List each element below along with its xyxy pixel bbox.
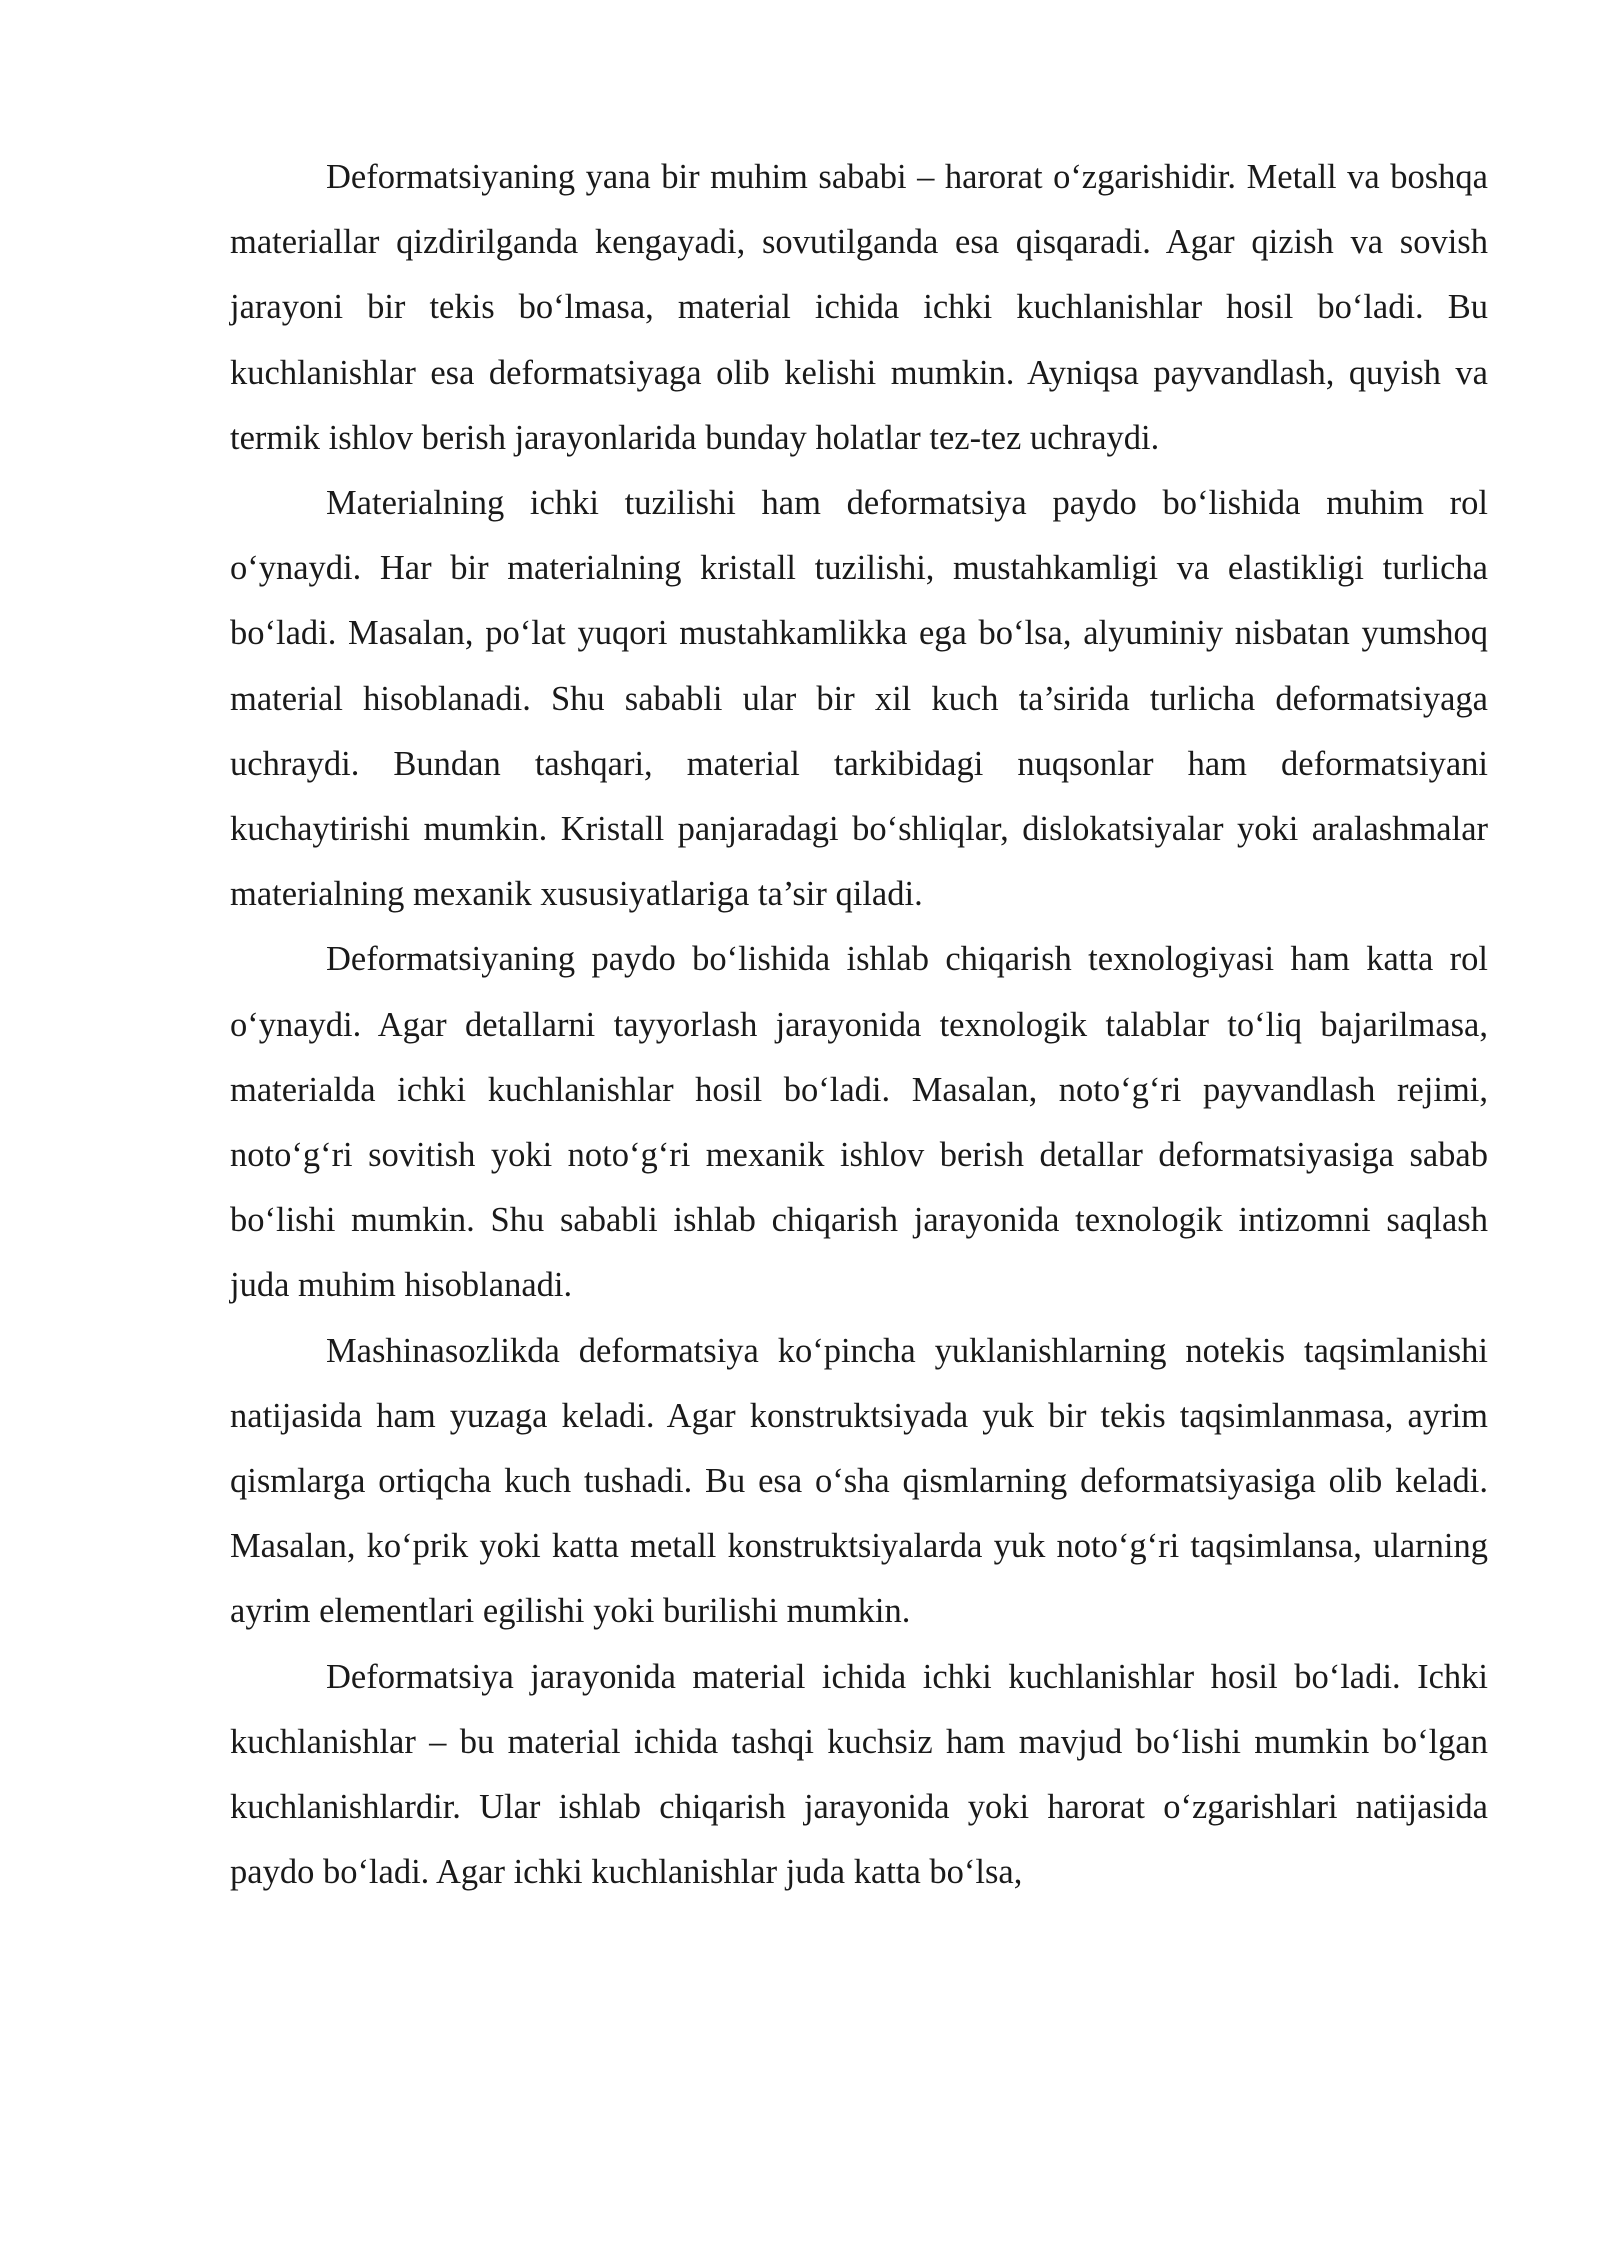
paragraph-internal-stresses: Deformatsiya jarayonida material ichida ichki kuchlanishlar hosil bo‘ladi. Ichki kuchlanishlar – bu material ichida tashqi kuchsiz ham mavjud bo‘lishi mumkin bo‘lgan kuchlanishlardir. Ular ishlab chiqarish jarayonida yoki harorat o‘zgarishlari natijasida paydo bo‘ladi. Agar ichki kuchlanishlar juda katta bo‘lsa, — [230, 1657, 1488, 1892]
paragraph-temperature: Deformatsiyaning yana bir muhim sababi – harorat o‘zgarishidir. Metall va boshqa materiallar qizdirilganda kengayadi, sovutilganda esa qisqaradi. Agar qizish va sovish jarayoni bir tekis bo‘lmasa, material ichida ichki kuchlanishlar hosil bo‘ladi. Bu kuchlanishlar esa deformatsiyaga olib kelishi mumkin. Ayniqsa payvandlash, quyish va termik ishlov berish jarayonlarida bunday holatlar tez-tez uchraydi. — [230, 158, 1488, 457]
paragraph-internal-structure: Materialning ichki tuzilishi ham deformatsiya paydo bo‘lishida muhim rol o‘ynaydi. Har bir materialning kristall tuzilishi, mustahkamligi va elastikligi turlicha bo‘ladi. Masalan, po‘lat yuqori mustahkamlikka ega bo‘lsa, alyuminiy nisbatan yumshoq material hisoblanadi. Shu sababli ular bir xil kuch ta’sirida turlicha deformatsiyaga uchraydi. Bundan tashqari, material tarkibidagi nuqsonlar ham deformatsiyani kuchaytirishi mumkin. Kristall panjaradagi bo‘shliqlar, dislokatsiyalar yoki aralashmalar materialning mexanik xususiyatlariga ta’sir qiladi. — [230, 484, 1488, 914]
paragraph-manufacturing-technology: Deformatsiyaning paydo bo‘lishida ishlab chiqarish texnologiyasi ham katta rol o‘ynaydi. Agar detallarni tayyorlash jarayonida texnologik talablar to‘liq bajarilmasa, materialda ichki kuchlanishlar hosil bo‘ladi. Masalan, noto‘g‘ri payvandlash rejimi, noto‘g‘ri sovitish yoki noto‘g‘ri mexanik ishlov berish detallar deformatsiyasiga sabab bo‘lishi mumkin. Shu sababli ishlab chiqarish jarayonida texnologik intizomni saqlash juda muhim hisoblanadi. — [230, 940, 1488, 1305]
document-body — [230, 145, 1488, 1905]
paragraph-uneven-loading: Mashinasozlikda deformatsiya ko‘pincha yuklanishlarning notekis taqsimlanishi natijasida ham yuzaga keladi. Agar konstruktsiyada yuk bir tekis taqsimlanmasa, ayrim qismlarga ortiqcha kuch tushadi. Bu esa o‘sha qismlarning deformatsiyasiga olib keladi. Masalan, ko‘prik yoki katta metall konstruktsiyalarda yuk noto‘g‘ri taqsimlansa, ularning ayrim elementlari egilishi yoki burilishi mumkin. — [230, 1331, 1488, 1631]
